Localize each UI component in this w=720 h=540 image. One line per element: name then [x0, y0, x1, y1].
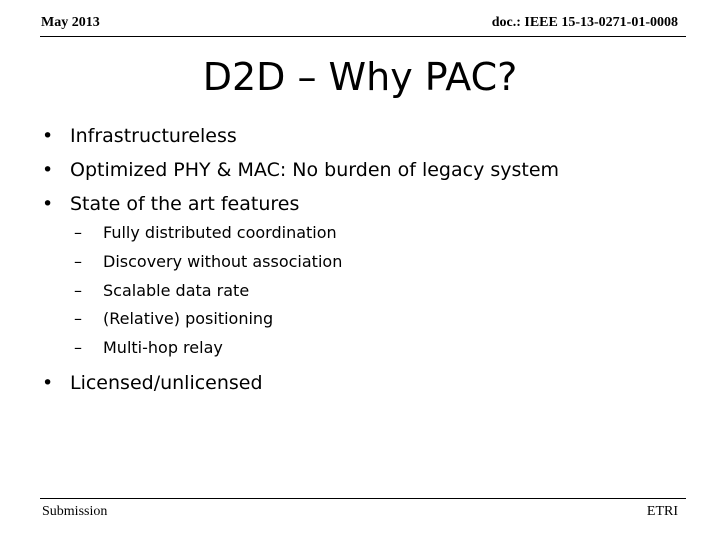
sub-bullet-text: Scalable data rate: [103, 280, 250, 300]
footer-divider: [40, 498, 686, 499]
header-divider: [40, 36, 686, 37]
footer-submission: Submission: [42, 504, 108, 519]
header-doc-id: doc.: IEEE 15-13-0271-01-0008: [491, 15, 678, 30]
sub-bullet-item: [74, 334, 663, 363]
bullet-item: [42, 187, 702, 221]
sub-bullet-text: Multi-hop relay: [103, 338, 223, 358]
bullet-item: [42, 153, 702, 187]
sub-bullet-item: [74, 305, 663, 334]
sub-bullet-item: [74, 248, 663, 277]
sub-bullet-text: Discovery without association: [103, 251, 343, 271]
sub-bullet-item: [74, 219, 663, 248]
footer-organization: ETRI: [646, 504, 678, 519]
bullet-symbol: •: [42, 193, 54, 215]
sub-bullet-item: [74, 277, 663, 306]
bullet-item: [42, 366, 702, 400]
sub-bullet-list: [74, 219, 663, 363]
slide-title: D2D – Why PAC?: [202, 55, 518, 99]
bullet-text: Optimized PHY & MAC: No burden of legacy system: [70, 159, 560, 181]
bullet-symbol: •: [42, 159, 54, 181]
sub-bullet-text: Fully distributed coordination: [103, 223, 337, 242]
header-date: May 2013: [41, 15, 100, 30]
bullet-text: Licensed/unlicensed: [70, 372, 263, 394]
bullet-list-continued: [42, 366, 702, 400]
dash-symbol: –: [74, 280, 82, 300]
bullet-list: [42, 119, 702, 221]
bullet-symbol: •: [42, 372, 54, 394]
dash-symbol: –: [74, 251, 82, 271]
bullet-text: Infrastructureless: [70, 125, 237, 147]
dash-symbol: –: [74, 309, 82, 329]
bullet-item: [42, 119, 702, 153]
dash-symbol: –: [74, 338, 82, 358]
dash-symbol: –: [74, 223, 82, 242]
sub-bullet-text: (Relative) positioning: [103, 309, 274, 329]
bullet-symbol: •: [42, 125, 54, 147]
bullet-text: State of the art features: [70, 193, 300, 215]
